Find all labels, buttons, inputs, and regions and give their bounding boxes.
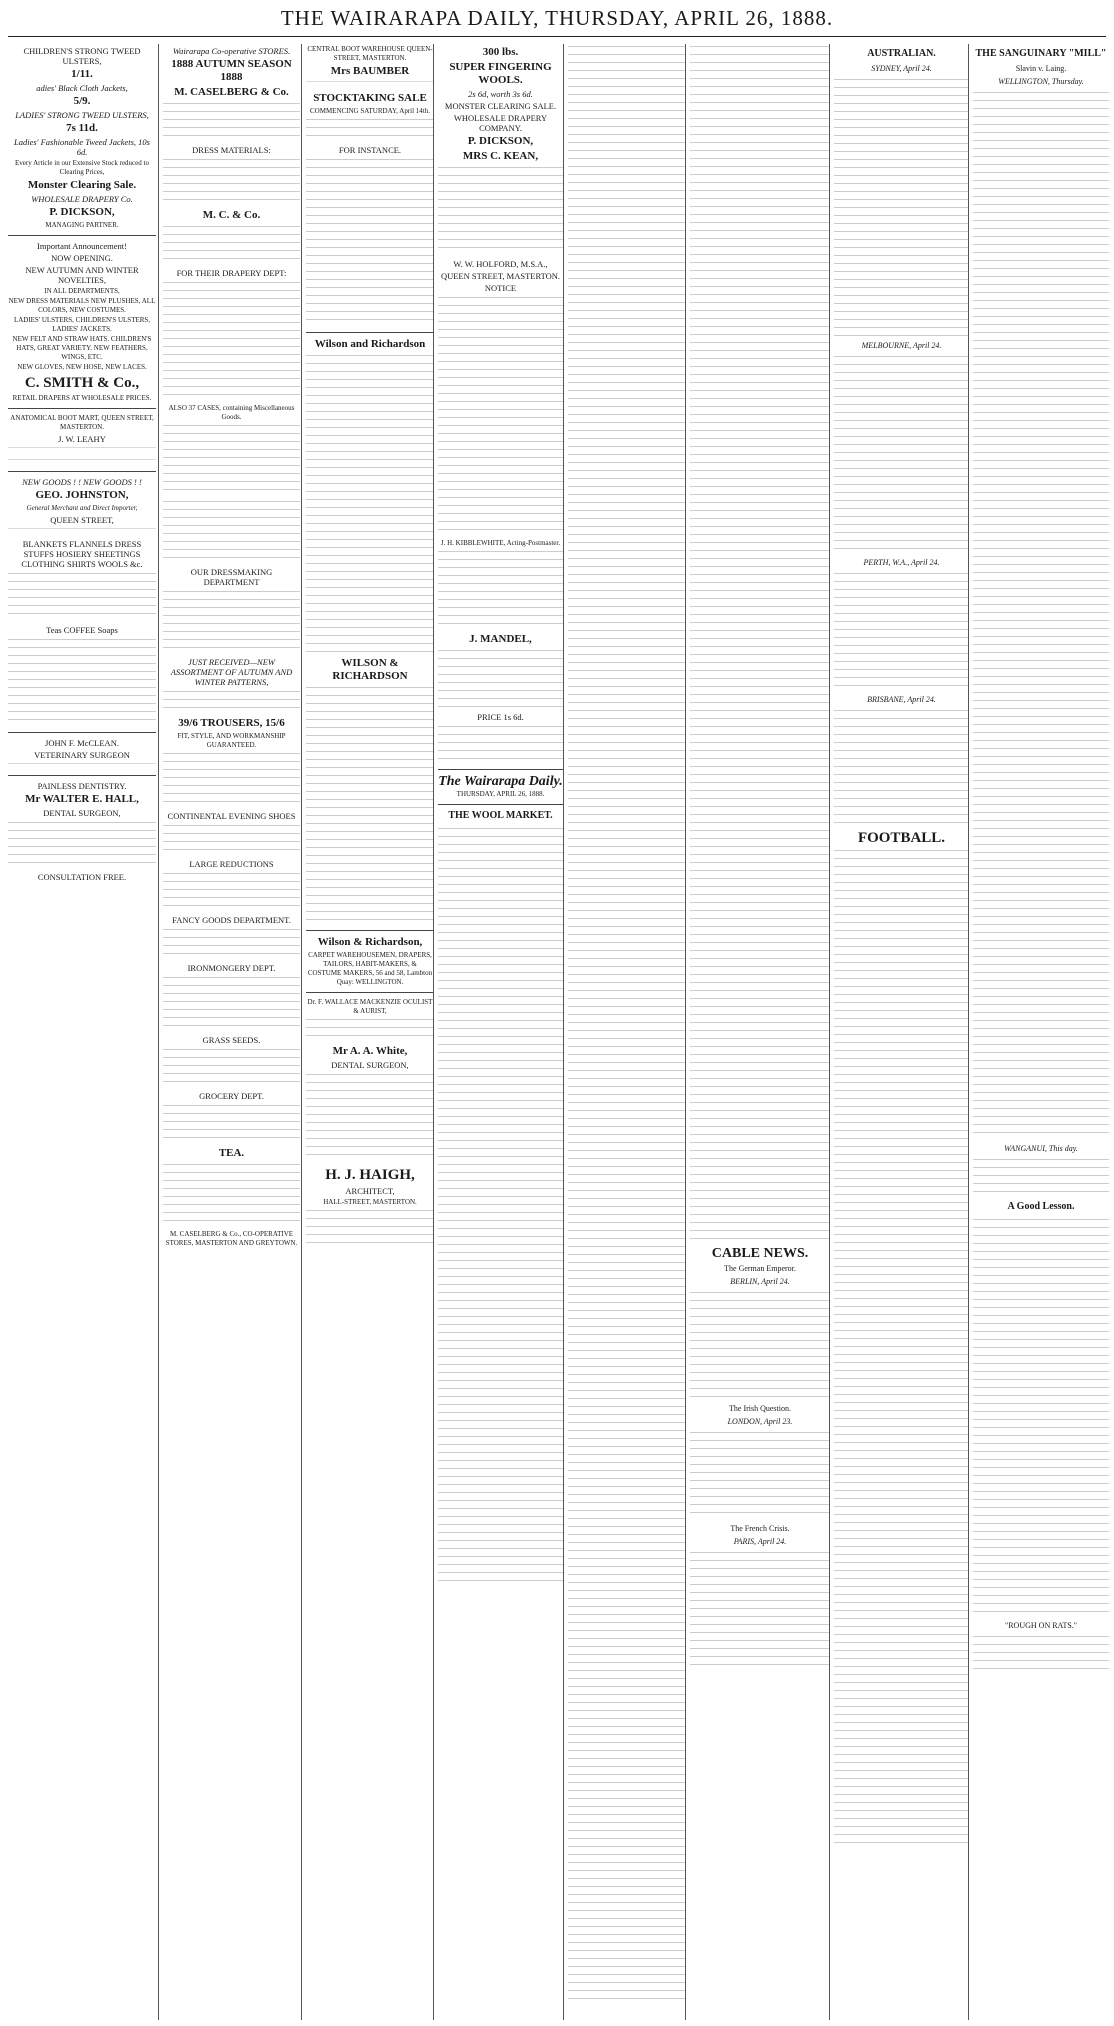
ad-text: Every Article in our Extensive Stock reduced to Clearing Prices, xyxy=(15,159,149,176)
ad-heading: Ladies' Fashionable Tweed Jackets, 10s 6d. xyxy=(14,137,150,157)
divider xyxy=(306,930,434,931)
ad-text: COMMENCING SATURDAY, April 14th. xyxy=(310,107,430,115)
text-block xyxy=(306,1208,434,1248)
divider xyxy=(306,992,434,993)
masthead-rule xyxy=(8,36,1106,37)
paper-nameplate: The Wairarapa Daily. xyxy=(438,774,563,789)
page-columns xyxy=(8,44,1106,2020)
masthead: THE WAIRARAPA DAILY, THURSDAY, APRIL 26, 1888. xyxy=(280,6,834,30)
ad-heading: NOTICE xyxy=(484,283,517,293)
divider xyxy=(438,804,563,805)
ad-heading: CONTINENTAL EVENING SHOES xyxy=(167,811,296,821)
text-block xyxy=(163,101,300,141)
ad-price: 1/11. xyxy=(71,68,93,80)
ad-title: Mr WALTER E. HALL, xyxy=(25,793,139,805)
dateline: LONDON, April 23. xyxy=(727,1417,793,1426)
ad-title: P. DICKSON, xyxy=(467,135,534,147)
ad-title: JOHN F. McCLEAN. xyxy=(45,738,119,748)
ad-list: BLANKETS FLANNELS DRESS STUFFS HOSIERY SHEETINGS CLOTHING SHIRTS WOOLS &c. xyxy=(21,539,143,569)
ad-title: MRS C. KEAN, xyxy=(462,150,539,162)
ad-title: C. SMITH & Co., xyxy=(24,375,140,391)
article-body xyxy=(690,1430,830,1520)
ad-heading: VETERINARY SURGEON xyxy=(34,750,130,760)
ad-heading: MONSTER CLEARING SALE. xyxy=(444,101,557,111)
ad-heading: "ROUGH ON RATS." xyxy=(1004,1621,1078,1630)
article-body xyxy=(973,90,1109,1140)
ad-text: RETAIL DRAPERS AT WHOLESALE PRICES. xyxy=(12,394,152,402)
ad-heading: adies' Black Cloth Jackets, xyxy=(36,83,128,93)
ad-title: J. MANDEL, xyxy=(469,633,532,645)
ad-title: Wilson and Richardson xyxy=(314,338,426,350)
article-body xyxy=(568,44,686,2004)
text-block xyxy=(163,871,300,911)
section-heading: THE SANGUINARY "MILL" xyxy=(975,48,1107,59)
text-block xyxy=(163,280,300,400)
ad-text: NEW DRESS MATERIALS NEW PLUSHES, ALL COLORS, NEW COSTUMES. xyxy=(8,297,156,314)
article-body xyxy=(438,826,563,1586)
ad-text: M. CASELBERG & Co., CO-OPERATIVE STORES, MASTERTON AND GREYTOWN. xyxy=(165,1230,298,1247)
article-heading: The Irish Question. xyxy=(729,1404,791,1413)
ad-heading: CONSULTATION FREE. xyxy=(37,872,127,882)
text-block xyxy=(438,549,563,629)
text-block xyxy=(306,1017,434,1041)
ad-text: LADIES' ULSTERS, CHILDREN'S ULSTERS, LADIES' JACKETS. xyxy=(13,316,151,333)
divider xyxy=(8,408,156,409)
ad-heading: LADIES' STRONG TWEED ULSTERS, xyxy=(15,110,149,120)
text-block xyxy=(438,724,563,764)
article-body xyxy=(690,44,830,1244)
ad-heading: CENTRAL BOOT WAREHOUSE QUEEN-STREET, MASTERTON. xyxy=(307,45,433,62)
ad-title: H. J. HAIGH, xyxy=(325,1167,415,1183)
ad-text: NEW FELT AND STRAW HATS. CHILDREN'S HATS, GREAT VARIETY. NEW FEATHERS, WINGS, ETC. xyxy=(12,335,152,361)
ad-heading: CHILDREN'S STRONG TWEED ULSTERS, xyxy=(23,46,141,66)
article-heading: The German Emperor. xyxy=(724,1264,796,1273)
ad-heading: GRASS SEEDS. xyxy=(202,1035,261,1045)
ad-title: 1888 AUTUMN SEASON 1888 xyxy=(171,58,292,83)
text-block xyxy=(163,689,300,713)
text-block xyxy=(438,648,563,708)
section-heading: FOOTBALL. xyxy=(857,830,946,846)
ad-heading: JUST RECEIVED—NEW ASSORTMENT OF AUTUMN AND WINTER PATTERNS, xyxy=(170,657,293,687)
ad-heading: W. W. HOLFORD, M.S.A., xyxy=(453,259,548,269)
article-body xyxy=(834,848,969,1848)
divider xyxy=(8,235,156,236)
article-body xyxy=(690,1290,830,1400)
divider xyxy=(438,769,563,770)
text-block xyxy=(163,1047,300,1087)
text-lines xyxy=(8,446,156,454)
column-7 xyxy=(829,44,969,2020)
ad-heading: TEA. xyxy=(218,1147,245,1159)
text-lines xyxy=(306,80,434,88)
ad-heading: OUR DRESSMAKING DEPARTMENT xyxy=(190,567,273,587)
text-block xyxy=(163,823,300,855)
ad-title: SUPER FINGERING WOOLS. xyxy=(449,61,552,86)
ad-heading: GROCERY DEPT. xyxy=(199,1091,264,1101)
text-block xyxy=(306,1072,434,1162)
text-block xyxy=(8,637,156,727)
column-2 xyxy=(158,44,300,2020)
article-body xyxy=(973,1157,1109,1197)
ad-price: 39/6 TROUSERS, 15/6 xyxy=(178,717,285,729)
dateline: BRISBANE, April 24. xyxy=(867,695,936,704)
ad-title: M. CASELBERG & Co. xyxy=(174,86,289,98)
divider xyxy=(8,471,156,472)
ad-price: 7s 11d. xyxy=(66,122,98,134)
ad-heading: DRESS MATERIALS: xyxy=(192,145,271,155)
text-block xyxy=(163,423,300,495)
text-lines xyxy=(8,527,156,535)
ad-heading: Wairarapa Co-operative STORES. xyxy=(172,46,291,56)
text-block xyxy=(163,751,300,807)
ad-heading: ARCHITECT, xyxy=(345,1186,395,1196)
dateline: PERTH, W.A., April 24. xyxy=(863,558,940,567)
article-heading: THE WOOL MARKET. xyxy=(448,810,553,821)
dateline: WELLINGTON, Thursday. xyxy=(998,77,1084,86)
text-block xyxy=(306,117,434,141)
article-body xyxy=(834,571,969,691)
ad-heading: NEW GOODS ! ! NEW GOODS ! ! xyxy=(22,477,142,487)
ad-heading: PAINLESS DENTISTRY. xyxy=(37,781,127,791)
text-block xyxy=(163,1103,300,1143)
dateline: SYDNEY, April 24. xyxy=(871,64,932,73)
text-block xyxy=(438,165,563,255)
text-lines xyxy=(8,762,156,770)
text-block xyxy=(163,975,300,1031)
ad-text: FIT, STYLE, AND WORKMANSHIP GUARANTEED. xyxy=(177,732,286,749)
ad-text: J. H. KIBBLEWHITE, Acting-Postmaster. xyxy=(440,539,561,547)
ad-text: HALL-STREET, MASTERTON. xyxy=(323,1198,417,1206)
ad-title: M. C. & Co. xyxy=(202,209,261,221)
text-block xyxy=(163,927,300,959)
dateline: MELBOURNE, April 24. xyxy=(861,341,942,350)
ad-text: CARPET WAREHOUSEMEN, DRAPERS, TAILORS, HABIT-MAKERS, & COSTUME MAKERS, 56 and 58, Lambton Quay: WELLINGTON. xyxy=(307,951,433,986)
ad-heading: Dr. F. WALLACE MACKENZIE OCULIST & AURIST, xyxy=(307,998,433,1015)
ad-title: STOCKTAKING SALE xyxy=(313,92,427,104)
ad-title: P. DICKSON, xyxy=(49,206,115,218)
divider xyxy=(306,332,434,333)
ad-price: PRICE 1s 6d. xyxy=(477,712,524,722)
dateline: PARIS, April 24. xyxy=(733,1537,787,1546)
article-body xyxy=(834,708,969,828)
ad-heading: FANCY GOODS DEPARTMENT. xyxy=(172,915,291,925)
column-6 xyxy=(685,44,830,2020)
ad-heading: NOW OPENING. xyxy=(51,253,113,263)
text-block xyxy=(306,157,434,327)
article-body xyxy=(834,354,969,554)
ad-heading: QUEEN STREET, xyxy=(50,515,114,525)
text-block xyxy=(8,571,156,621)
ad-title: GEO. JOHNSTON, xyxy=(35,489,129,501)
ad-text: IN ALL DEPARTMENTS, xyxy=(44,287,120,295)
ad-title: J. W. LEAHY xyxy=(58,434,106,444)
text-block xyxy=(306,353,434,653)
text-block xyxy=(973,1634,1109,1674)
ad-heading: Teas COFFEE Soaps xyxy=(46,625,118,635)
section-heading: CABLE NEWS. xyxy=(711,1246,809,1261)
ad-title: Monster Clearing Sale. xyxy=(27,179,137,191)
ad-title: Mr A. A. White, xyxy=(332,1045,408,1057)
ad-heading: IRONMONGERY DEPT. xyxy=(187,963,276,973)
divider xyxy=(8,732,156,733)
text-block xyxy=(163,499,300,563)
article-body xyxy=(834,77,969,337)
ad-heading: QUEEN STREET, MASTERTON. xyxy=(440,271,561,281)
ad-heading: DENTAL SURGEON, xyxy=(331,1060,409,1070)
column-5 xyxy=(563,44,686,2020)
ad-text: ALSO 37 CASES, containing Miscellaneous Goods. xyxy=(168,404,295,421)
section-heading: AUSTRALIAN. xyxy=(867,48,936,59)
article-body xyxy=(690,1550,830,1670)
ad-heading: WHOLESALE DRAPERY Co. xyxy=(31,194,133,204)
column-8 xyxy=(968,44,1109,2020)
ad-heading: LARGE REDUCTIONS xyxy=(189,859,274,869)
column-1 xyxy=(8,44,156,2020)
text-block xyxy=(8,820,156,868)
ad-title: 300 lbs. xyxy=(482,46,519,58)
text-lines xyxy=(8,458,156,466)
ad-heading: FOR INSTANCE. xyxy=(338,145,402,155)
article-heading: A Good Lesson. xyxy=(1007,1201,1075,1212)
article-body xyxy=(973,1217,1109,1617)
ad-heading: WHOLESALE DRAPERY COMPANY. xyxy=(453,113,548,133)
ad-heading: NEW AUTUMN AND WINTER NOVELTIES, xyxy=(25,265,139,285)
ad-heading: ANATOMICAL BOOT MART, QUEEN STREET, MASTERTON. xyxy=(10,414,154,431)
article-heading: The French Crisis. xyxy=(730,1524,790,1533)
ad-text: General Merchant and Direct Importer, xyxy=(26,504,138,512)
ad-price: 2s 6d, worth 3s 6d. xyxy=(468,89,533,99)
ad-text: MANAGING PARTNER. xyxy=(45,221,119,229)
text-block xyxy=(163,589,300,653)
text-block xyxy=(163,1162,300,1226)
dateline: WANGANUI, This day. xyxy=(1004,1144,1078,1153)
dateline: BERLIN, April 24. xyxy=(730,1277,790,1286)
ad-heading: Important Announcement! xyxy=(37,241,127,251)
ad-heading: FOR THEIR DRAPERY DEPT: xyxy=(176,268,287,278)
ad-title: WILSON & RICHARDSON xyxy=(332,657,408,682)
ad-title: Wilson & Richardson, xyxy=(317,936,423,948)
divider xyxy=(8,775,156,776)
text-block xyxy=(163,224,300,264)
column-4 xyxy=(433,44,563,2020)
ad-text: NEW GLOVES, NEW HOSE, NEW LACES. xyxy=(17,363,147,371)
text-block xyxy=(163,157,300,205)
ad-title: Mrs BAUMBER xyxy=(330,65,410,77)
dateline: THURSDAY, APRIL 26, 1888. xyxy=(456,790,545,798)
ad-price: 5/9. xyxy=(73,95,91,107)
article-heading: Slavin v. Laing. xyxy=(1015,64,1067,73)
text-block xyxy=(306,685,434,925)
text-block xyxy=(438,295,563,535)
ad-heading: DENTAL SURGEON, xyxy=(43,808,121,818)
column-3 xyxy=(301,44,434,2020)
